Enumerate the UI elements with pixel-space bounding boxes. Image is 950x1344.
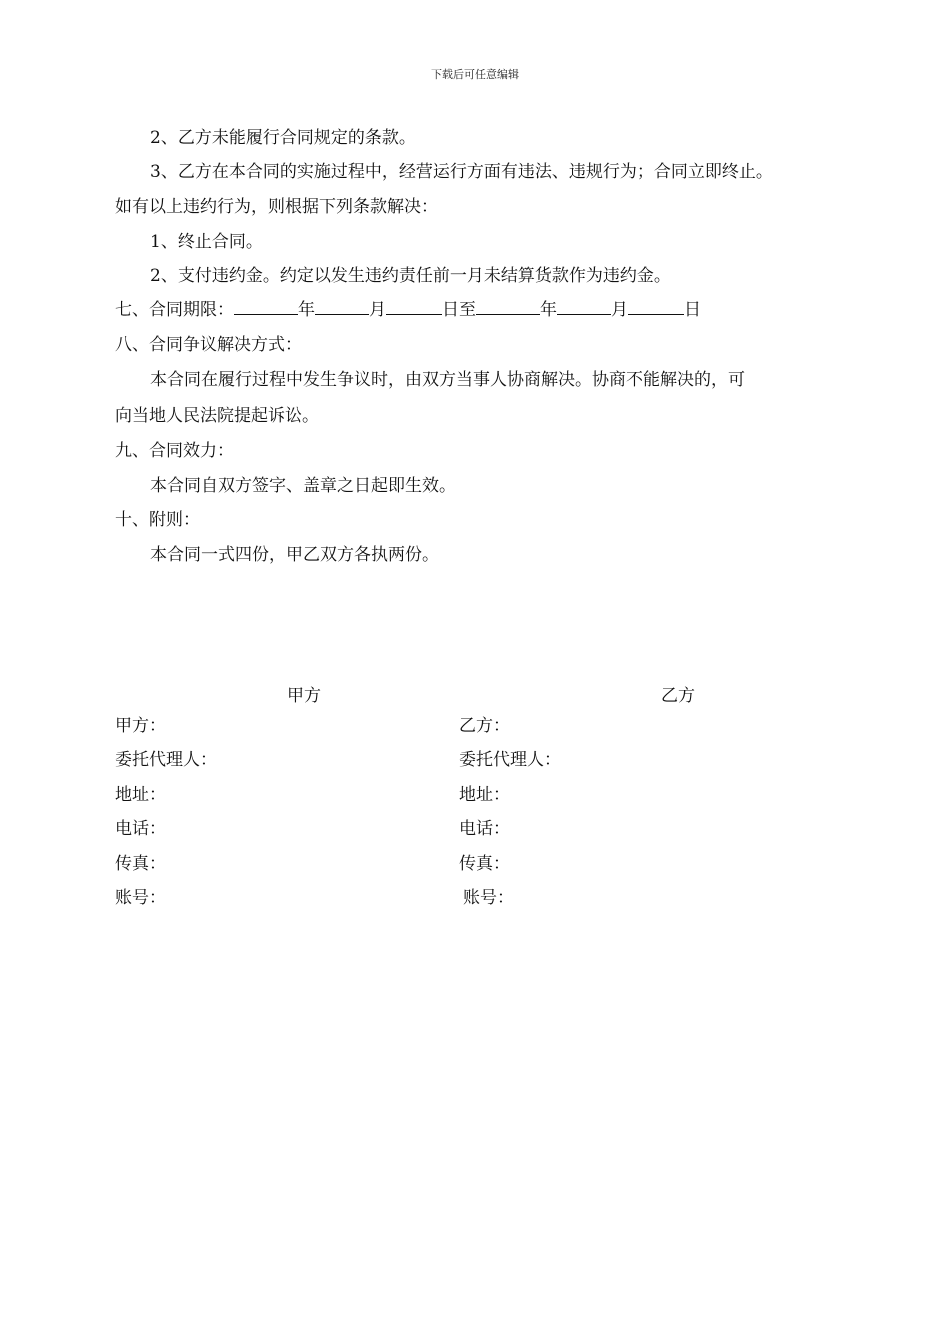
party-a-signature-block [115,716,217,922]
section-9-text: 本合同自双方签字、盖章之日起即生效。 [150,476,456,496]
clause-breach-3: 3、乙方在本合同的实施过程中，经营运行方面有违法、违规行为；合同立即终止。 [150,162,773,182]
section-8-title: 八、合同争议解决方式： [115,335,302,355]
clause-breach-resolution-intro: 如有以上违约行为，则根据下列条款解决： [115,197,438,217]
party-b-phone-label: 电话： [459,819,510,840]
page-header-note: 下载后可任意编辑 [431,68,519,81]
end-day-blank[interactable] [628,300,684,315]
party-a-heading: 甲方 [287,686,321,706]
party-a-phone-label: 电话： [115,819,166,840]
start-year-blank[interactable] [234,300,298,315]
clause-remedy-1: 1、终止合同。 [150,232,263,252]
section-8-text-2: 向当地人民法院提起诉讼。 [115,406,319,426]
year-unit: 年 [298,300,315,320]
party-a-name-label: 甲方： [115,716,166,736]
party-a-fax-label: 传真： [115,853,166,874]
party-b-fax-label: 传真： [459,853,510,874]
party-b-account-label: 账号： [463,887,514,908]
month-unit: 月 [611,300,628,320]
clause-remedy-2: 2、支付违约金。约定以发生违约责任前一月未结算货款作为违约金。 [150,266,671,286]
party-a-agent-label: 委托代理人： [115,750,217,771]
end-year-blank[interactable] [476,300,540,315]
party-b-name-label: 乙方： [459,716,510,736]
contract-term-line [115,300,701,320]
section-10-title: 十、附则： [115,510,200,530]
section-9-title: 九、合同效力： [115,441,234,461]
party-b-agent-label: 委托代理人： [459,750,561,771]
month-unit: 月 [369,300,386,320]
party-b-signature-block [459,716,561,922]
party-b-heading: 乙方 [661,686,695,706]
start-day-blank[interactable] [386,300,442,315]
day-to-unit: 日至 [442,300,476,320]
party-a-account-label: 账号： [115,887,166,908]
day-unit: 日 [684,300,701,320]
party-b-address-label: 地址： [459,784,510,805]
end-month-blank[interactable] [557,300,611,315]
contract-term-label: 七、合同期限： [115,300,234,320]
section-10-text: 本合同一式四份，甲乙双方各执两份。 [150,545,439,565]
start-month-blank[interactable] [315,300,369,315]
clause-breach-2: 2、乙方未能履行合同规定的条款。 [150,128,416,148]
party-a-address-label: 地址： [115,784,166,805]
section-8-text-1: 本合同在履行过程中发生争议时，由双方当事人协商解决。协商不能解决的，可 [150,370,745,390]
year-unit: 年 [540,300,557,320]
